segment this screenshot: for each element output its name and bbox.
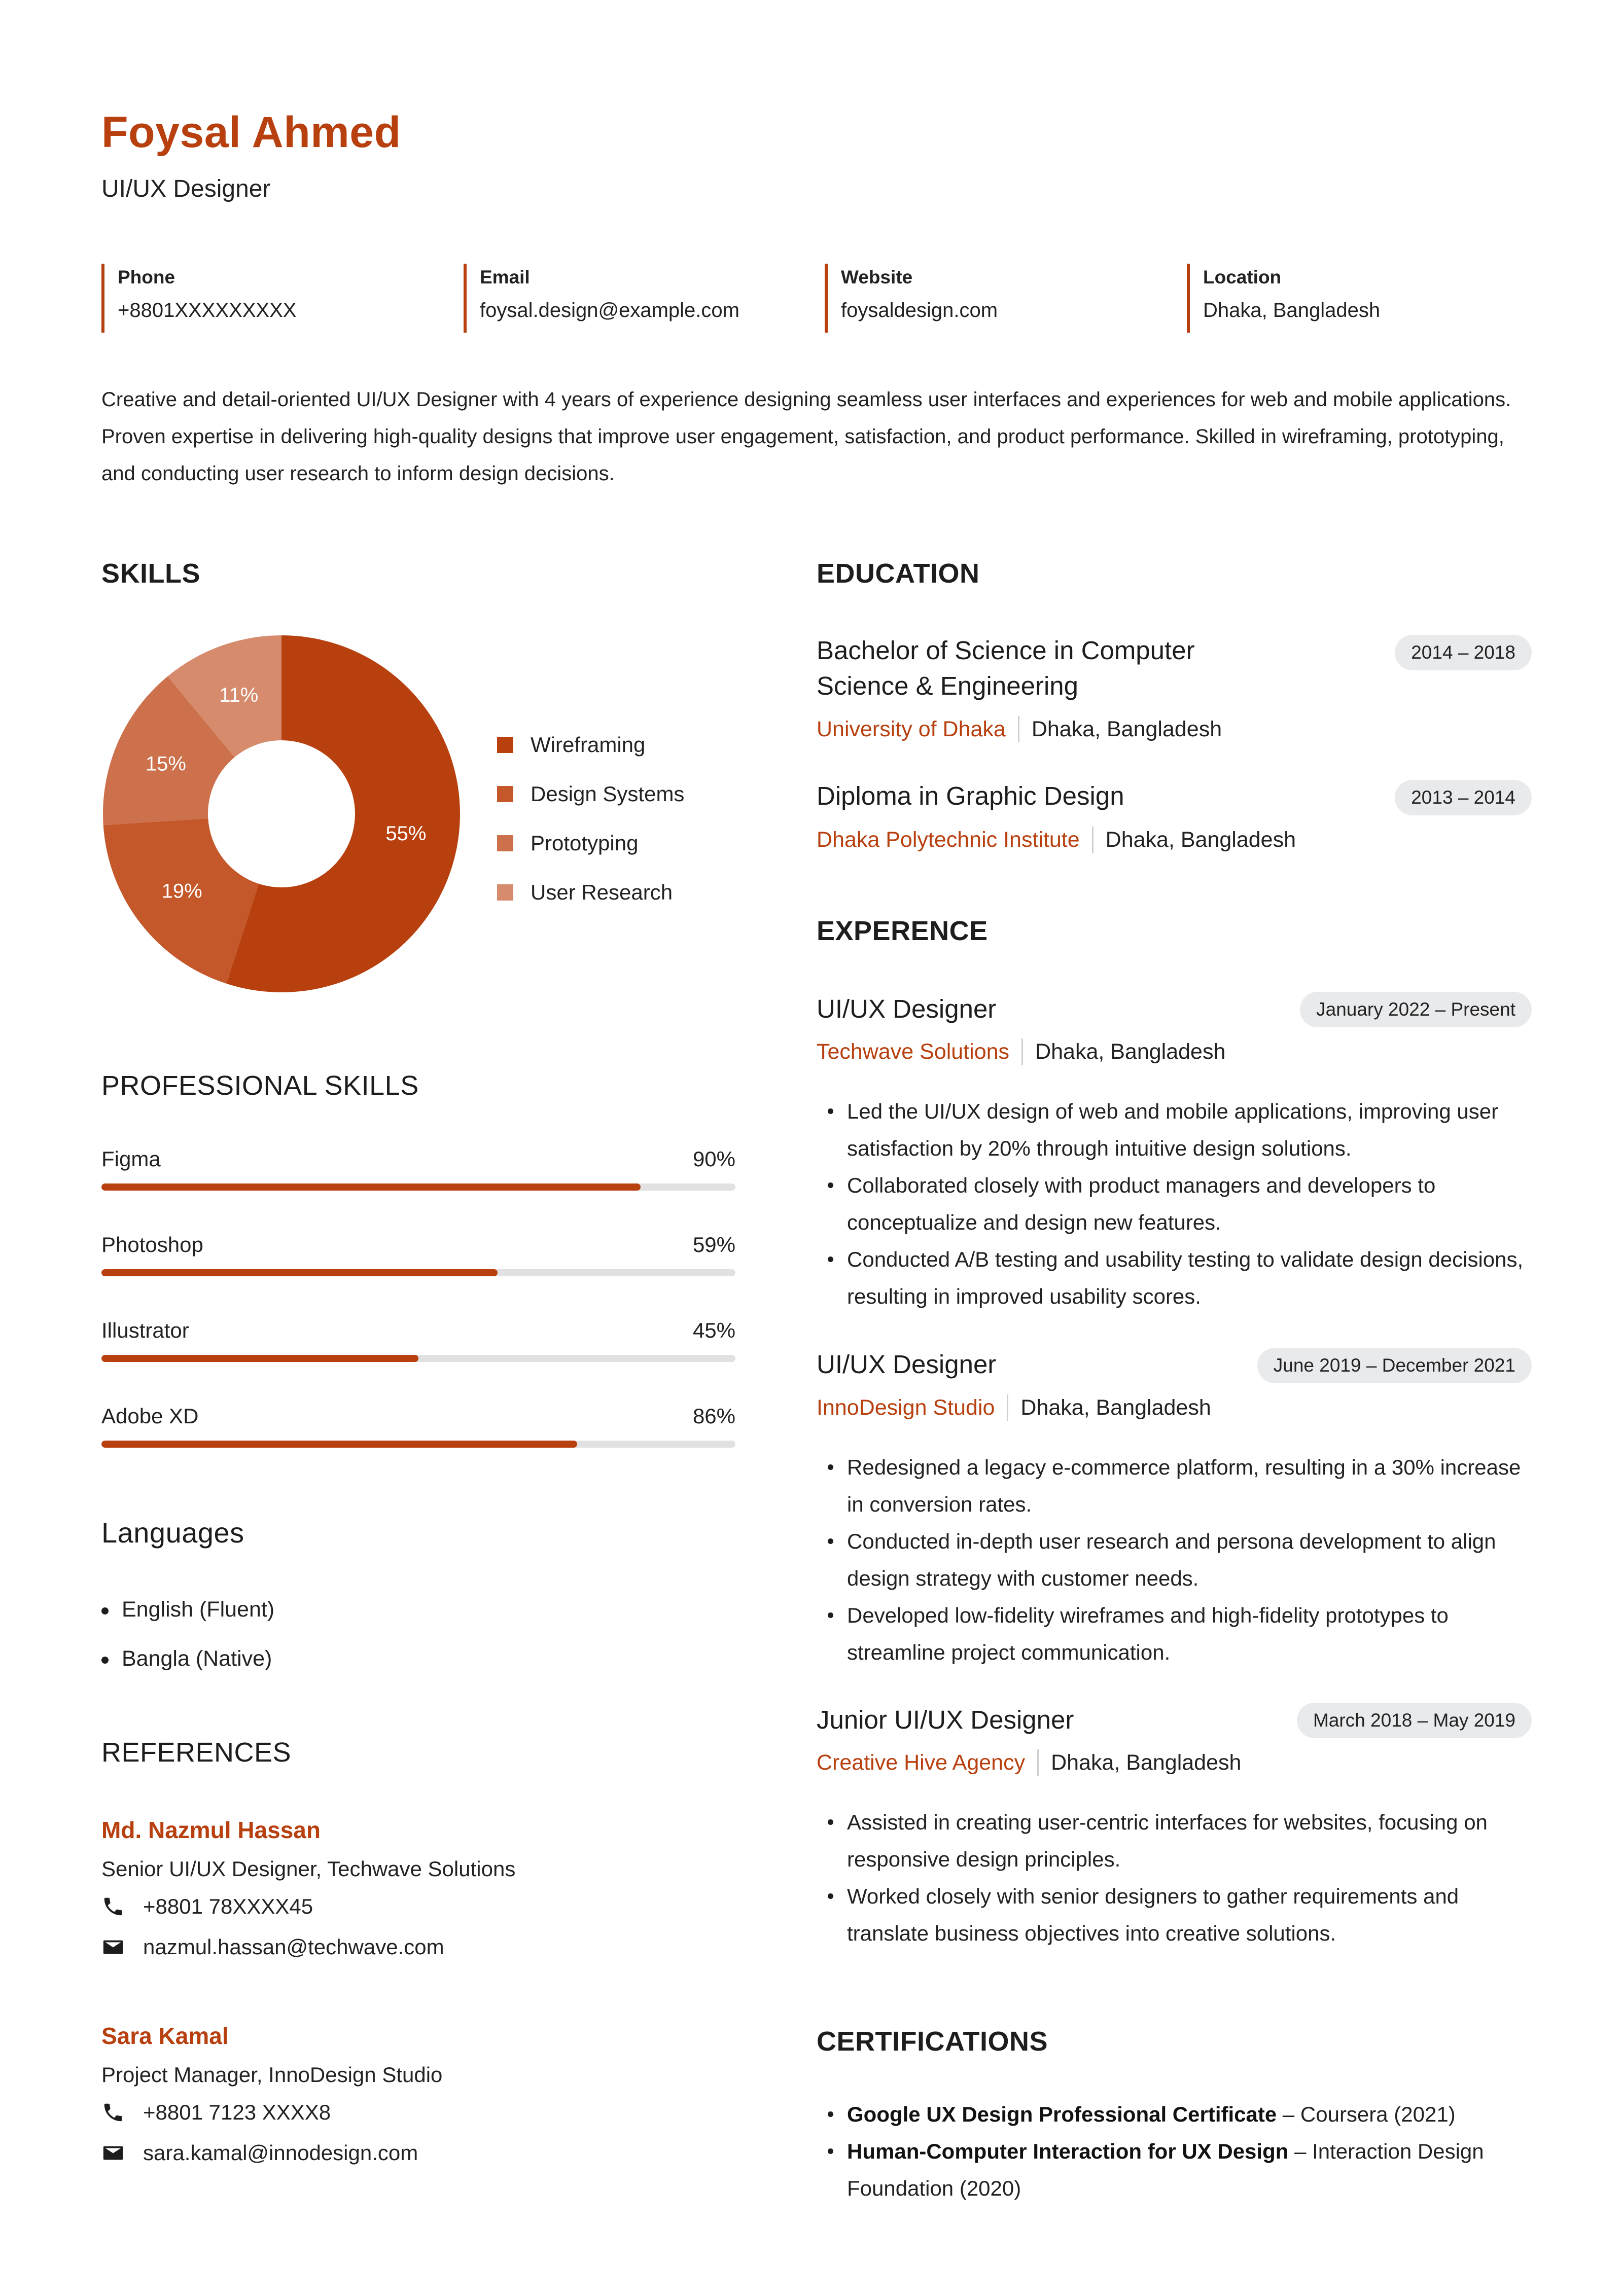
certification-issuer: – Interaction Design Foundation (2020) <box>847 2139 1484 2200</box>
skill-name: Photoshop <box>101 1233 203 1257</box>
legend-swatch <box>497 737 513 753</box>
skill-fill <box>101 1355 418 1362</box>
responsibility-item: Redesigned a legacy e-commerce platform, resulting in a 30% increase in conversion rates. <box>817 1449 1527 1523</box>
skills-legend <box>497 720 684 917</box>
responsibility-item: Developed low-fidelity wireframes and high-fidelity prototypes to streamline project communication. <box>817 1597 1527 1671</box>
mail-icon <box>101 2141 125 2165</box>
job-title: UI/UX Designer <box>817 994 997 1023</box>
skill-bar-illustrator <box>101 1318 735 1379</box>
contact-value: foysal.design@example.com <box>480 299 739 321</box>
reference-email-text: sara.kamal@innodesign.com <box>143 2141 418 2165</box>
responsibility-item: Worked closely with senior designers to gather requirements and translate business objectives into creative solutions. <box>817 1878 1527 1952</box>
job-dates: June 2019 – December 2021 <box>1257 1348 1532 1383</box>
reference-name: Sara Kamal <box>101 2023 229 2049</box>
language-item: English (Fluent) <box>101 1594 274 1643</box>
certification-issuer: – Coursera (2021) <box>1277 2102 1456 2126</box>
responsibility-item: Conducted A/B testing and usability testing to validate design decisions, resulting in improved usability scores. <box>817 1241 1527 1315</box>
job-location: Dhaka, Bangladesh <box>1035 1039 1226 1064</box>
job-company: InnoDesign Studio <box>817 1395 995 1420</box>
reference-phone <box>101 1891 313 1922</box>
education-location: Dhaka, Bangladesh <box>1105 827 1296 852</box>
skills-heading: SKILLS <box>101 558 201 589</box>
job-responsibilities <box>817 1093 1527 1315</box>
education-degree: Diploma in Graphic Design <box>817 781 1124 810</box>
contact-website <box>825 264 998 333</box>
skill-track <box>101 1355 735 1362</box>
donut-label: 19% <box>161 880 202 903</box>
skill-fill <box>101 1183 641 1191</box>
reference-phone-text: +8801 7123 XXXX8 <box>143 2100 331 2124</box>
job-dates: January 2022 – Present <box>1300 992 1532 1027</box>
job-company: Techwave Solutions <box>817 1039 1010 1064</box>
responsibility-item: Conducted in-depth user research and persona development to align design strategy with customer needs. <box>817 1523 1527 1597</box>
reference-email <box>101 1932 444 1962</box>
contact-location <box>1187 264 1380 333</box>
certification-name: Human-Computer Interaction for UX Design <box>847 2139 1289 2163</box>
divider <box>1021 1038 1023 1065</box>
divider <box>1018 716 1019 742</box>
legend-swatch <box>497 835 513 851</box>
languages-heading: Languages <box>101 1517 244 1549</box>
donut-label: 15% <box>145 752 186 775</box>
skill-percent: 90% <box>692 1147 735 1171</box>
skill-bar-adobe-xd <box>101 1404 735 1465</box>
reference-phone <box>101 2097 331 2128</box>
reference-email <box>101 2138 418 2168</box>
certification-name: Google UX Design Professional Certificate <box>847 2102 1277 2126</box>
certification-item <box>817 2096 1527 2133</box>
skill-bar-photoshop <box>101 1233 735 1294</box>
language-item: Bangla (Native) <box>101 1643 274 1693</box>
skill-percent: 45% <box>692 1318 735 1342</box>
phone-icon <box>101 2101 125 2124</box>
education-institution: University of Dhaka <box>817 716 1006 741</box>
reference-title: Project Manager, InnoDesign Studio <box>101 2063 443 2087</box>
skills-donut-chart <box>101 634 462 994</box>
education-institution: Dhaka Polytechnic Institute <box>817 827 1080 852</box>
reference-title: Senior UI/UX Designer, Techwave Solutions <box>101 1857 516 1881</box>
education-heading: EDUCATION <box>817 558 980 589</box>
certifications-list <box>817 2096 1527 2207</box>
education-dates: 2013 – 2014 <box>1395 780 1532 815</box>
phone-icon <box>101 1895 125 1918</box>
professional-skills-heading: PROFESSIONAL SKILLS <box>101 1070 419 1101</box>
contact-email <box>464 264 739 333</box>
skill-fill <box>101 1269 498 1276</box>
job-company: Creative Hive Agency <box>817 1750 1026 1775</box>
donut-label: 55% <box>385 822 427 845</box>
job-company-line <box>817 1394 1211 1421</box>
skill-name: Illustrator <box>101 1318 189 1342</box>
job-title: Junior UI/UX Designer <box>817 1705 1074 1734</box>
education-dates: 2014 – 2018 <box>1395 635 1532 670</box>
contact-label: Phone <box>118 267 175 288</box>
responsibility-item: Assisted in creating user-centric interfaces for websites, focusing on responsive design principles. <box>817 1804 1527 1878</box>
certifications-heading: CERTIFICATIONS <box>817 2026 1048 2057</box>
legend-label: Prototyping <box>531 831 639 855</box>
skill-name: Adobe XD <box>101 1404 199 1428</box>
languages-list <box>101 1594 274 1693</box>
contact-label: Email <box>480 267 530 288</box>
job-dates: March 2018 – May 2019 <box>1297 1703 1532 1738</box>
job-company-line <box>817 1749 1241 1776</box>
contact-phone <box>101 264 296 333</box>
contact-label: Website <box>841 267 913 288</box>
contact-value: Dhaka, Bangladesh <box>1203 299 1381 321</box>
references-heading: REFERENCES <box>101 1737 292 1768</box>
profile-summary: Creative and detail-oriented UI/UX Designer with 4 years of experience designing seamless user interfaces and experiences for web and mobile applications. Proven expertise in delivering high-quality designs that improve user engagement, satisfaction, and product performance. Skilled in wireframing, prototyping, and conducting user research to inform design decisions. <box>101 388 1511 485</box>
education-institution-line <box>817 827 1296 853</box>
job-company-line <box>817 1038 1225 1065</box>
contact-label: Location <box>1203 267 1282 288</box>
candidate-role: UI/UX Designer <box>101 175 271 202</box>
contact-value: foysaldesign.com <box>841 299 998 321</box>
certification-item <box>817 2133 1527 2207</box>
skill-fill <box>101 1441 577 1448</box>
skill-percent: 86% <box>692 1404 735 1428</box>
job-location: Dhaka, Bangladesh <box>1020 1395 1211 1420</box>
education-location: Dhaka, Bangladesh <box>1031 716 1222 741</box>
job-title: UI/UX Designer <box>817 1350 997 1379</box>
skill-name: Figma <box>101 1147 161 1171</box>
contact-value: +8801XXXXXXXXX <box>118 299 297 321</box>
candidate-name: Foysal Ahmed <box>101 108 401 157</box>
job-responsibilities <box>817 1804 1527 1952</box>
responsibility-item: Led the UI/UX design of web and mobile applications, improving user satisfaction by 20% through intuitive design solutions. <box>817 1093 1527 1167</box>
divider <box>1092 827 1093 853</box>
legend-item <box>497 720 684 769</box>
legend-item <box>497 769 684 818</box>
legend-item <box>497 868 684 917</box>
education-degree: Bachelor of Science in Computer Science & Engineering <box>817 636 1195 700</box>
legend-swatch <box>497 884 513 901</box>
skill-percent: 59% <box>692 1233 735 1257</box>
reference-name: Md. Nazmul Hassan <box>101 1817 321 1843</box>
skill-track <box>101 1269 735 1276</box>
contact-row <box>101 264 1542 333</box>
responsibility-item: Collaborated closely with product managers and developers to conceptualize and design new features. <box>817 1167 1527 1241</box>
education-institution-line <box>817 716 1222 742</box>
reference-email-text: nazmul.hassan@techwave.com <box>143 1935 444 1959</box>
donut-label: 11% <box>219 684 259 707</box>
legend-label: Design Systems <box>531 781 685 806</box>
skill-track <box>101 1183 735 1191</box>
skill-track <box>101 1441 735 1448</box>
skill-bar-figma <box>101 1147 735 1208</box>
divider <box>1007 1394 1008 1421</box>
job-location: Dhaka, Bangladesh <box>1051 1750 1242 1775</box>
job-responsibilities <box>817 1449 1527 1671</box>
legend-label: User Research <box>531 880 673 904</box>
experience-heading: EXPERENCE <box>817 916 988 946</box>
mail-icon <box>101 1935 125 1959</box>
legend-swatch <box>497 786 513 802</box>
legend-label: Wireframing <box>531 732 646 757</box>
reference-phone-text: +8801 78XXXX45 <box>143 1894 313 1918</box>
legend-item <box>497 818 684 868</box>
donut-slices <box>103 635 460 992</box>
divider <box>1037 1749 1039 1776</box>
